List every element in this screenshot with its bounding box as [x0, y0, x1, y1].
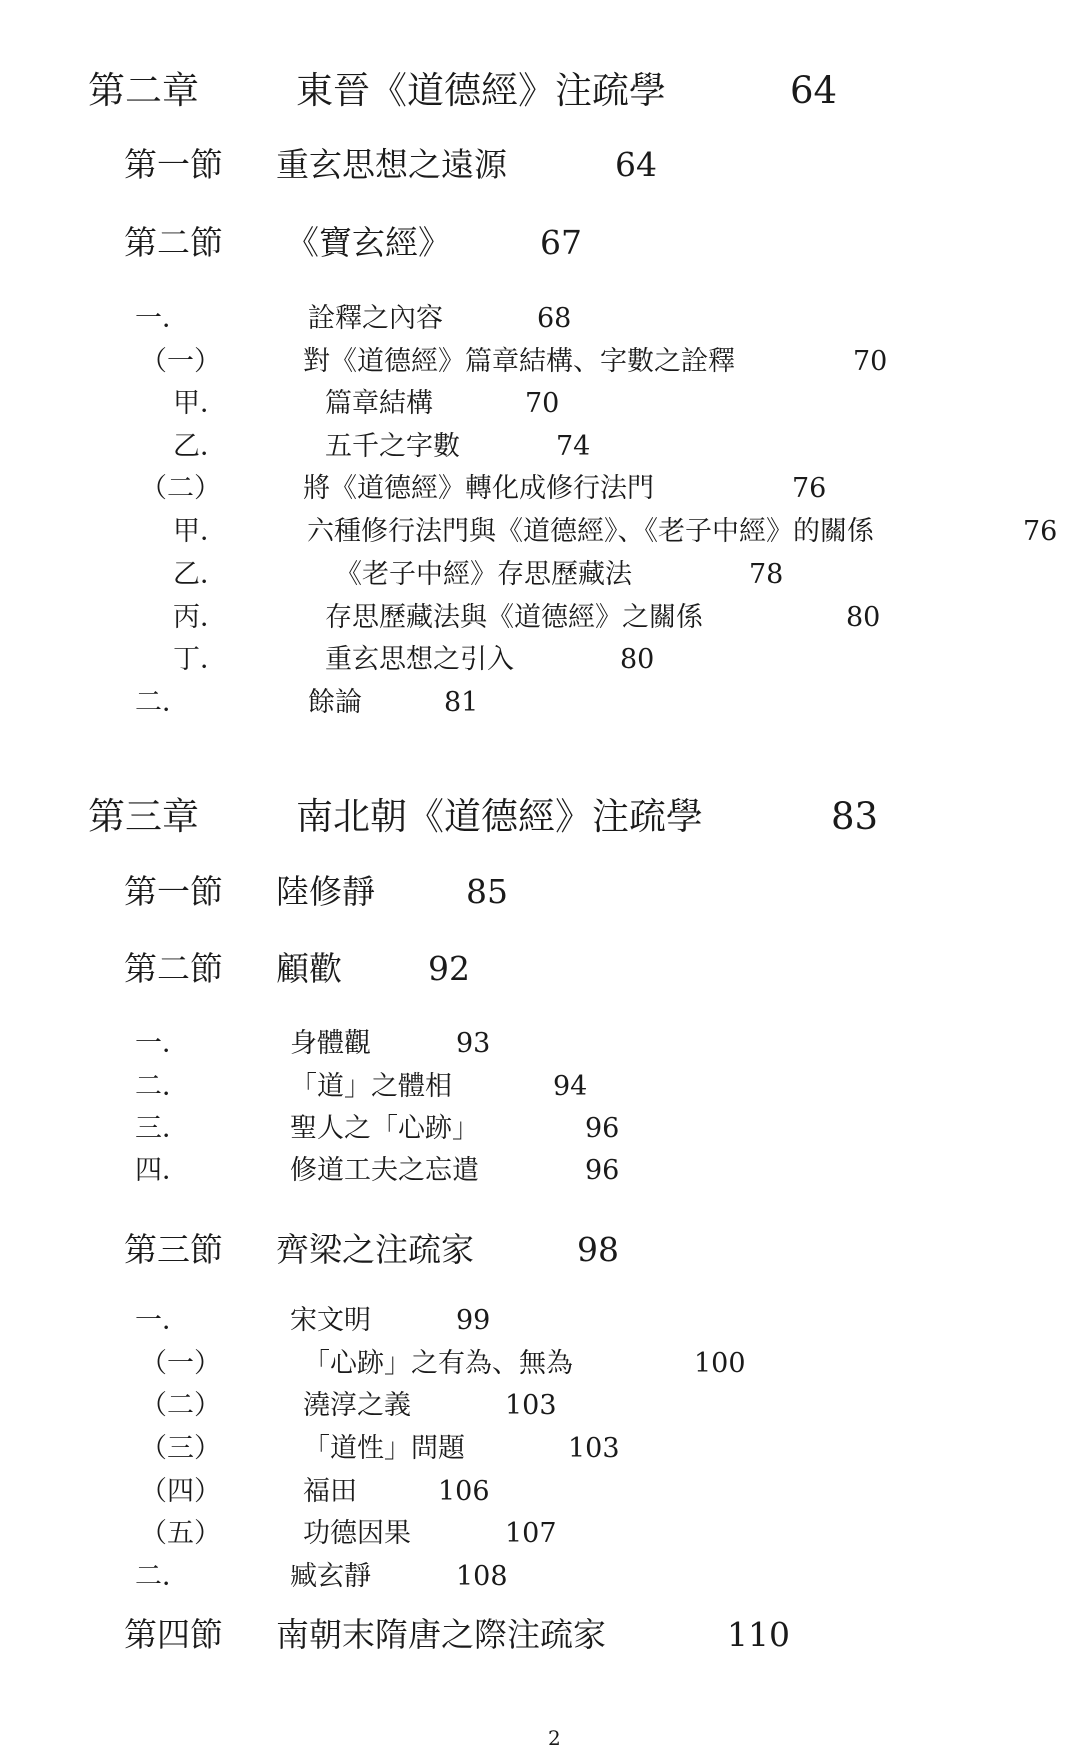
section-entry — [0, 949, 1080, 1002]
entry-page-number: 96 — [585, 1113, 620, 1144]
entry-page-number: 93 — [456, 1028, 491, 1059]
entry-title: 「心跡」之有為、無為 — [303, 1348, 573, 1379]
entry-page-number: 80 — [846, 602, 881, 633]
entry-label: （五） — [140, 1518, 221, 1549]
entry-label: 丁． — [173, 644, 227, 675]
entry-title: 澆淳之義 — [303, 1390, 411, 1421]
entry-page-number: 67 — [540, 223, 582, 262]
entry-page-number: 103 — [568, 1433, 620, 1464]
entry-page-number: 100 — [694, 1348, 746, 1379]
page-number: 2 — [548, 1726, 561, 1750]
entry-label: 一． — [135, 1028, 189, 1059]
entry-title: 六種修行法門與《道德經》、《老子中經》的關係 — [307, 516, 874, 547]
entry-title: 東晉《道德經》注疏學 — [296, 69, 666, 112]
entry-label: 二． — [135, 1561, 189, 1592]
entry-label: 甲． — [173, 516, 227, 547]
entry-label: 乙． — [173, 431, 227, 462]
entry-title: 功德因果 — [303, 1518, 411, 1549]
entry-title: 福田 — [303, 1476, 357, 1507]
entry-label: 乙． — [173, 559, 227, 590]
entry-title: 修道工夫之忘遣 — [290, 1155, 479, 1186]
entry-label: （二） — [140, 473, 221, 504]
entry-page-number: 74 — [556, 431, 591, 462]
entry-label: 第一節 — [124, 872, 223, 911]
entry-page-number: 96 — [585, 1155, 620, 1186]
section-entry — [0, 872, 1080, 925]
entry-page-number: 106 — [438, 1476, 490, 1507]
entry-title: 南朝末隋唐之際注疏家 — [276, 1615, 606, 1654]
entry-title: 《寶玄經》 — [286, 223, 451, 262]
entry-page-number: 98 — [577, 1230, 619, 1269]
section-entry — [0, 1615, 1080, 1668]
entry-title: 餘論 — [308, 687, 362, 718]
entry-page-number: 85 — [466, 872, 508, 911]
entry-page-number: 64 — [790, 69, 838, 112]
entry-title: 齊梁之注疏家 — [276, 1230, 474, 1269]
entry-page-number: 81 — [444, 687, 479, 718]
entry-page-number: 80 — [620, 644, 655, 675]
entry-label: 一． — [135, 303, 189, 334]
entry-page-number: 68 — [537, 303, 572, 334]
entry-title: 詮釋之內容 — [308, 303, 443, 334]
entry-page-number: 107 — [505, 1518, 557, 1549]
entry-page-number: 110 — [727, 1615, 790, 1654]
entry-label: 三． — [135, 1113, 189, 1144]
entry-label: 甲． — [173, 388, 227, 419]
entry-page-number: 108 — [456, 1561, 508, 1592]
section-entry — [0, 1230, 1080, 1283]
section-entry — [0, 145, 1080, 198]
section-entry — [0, 223, 1080, 276]
entry-page-number: 76 — [1023, 516, 1058, 547]
entry-title: 重玄思想之引入 — [325, 644, 514, 675]
entry-title: 顧歡 — [276, 949, 342, 988]
entry-label: 第二節 — [124, 949, 223, 988]
entry-page-number: 99 — [456, 1305, 491, 1336]
entry-label: （二） — [140, 1390, 221, 1421]
entry-title: 聖人之「心跡」 — [290, 1113, 479, 1144]
entry-title: 五千之字數 — [325, 431, 460, 462]
entry-page-number: 76 — [792, 473, 827, 504]
entry-label: 丙． — [173, 602, 227, 633]
entry-label: 第四節 — [124, 1615, 223, 1654]
entry-title: 「道」之體相 — [290, 1071, 452, 1102]
entry-label: 第二章 — [88, 69, 199, 112]
entry-title: 臧玄靜 — [290, 1561, 371, 1592]
entry-title: 將《道德經》轉化成修行法門 — [303, 473, 654, 504]
item-entry — [0, 1563, 1080, 1613]
entry-label: 第二節 — [124, 223, 223, 262]
entry-title: 身體觀 — [290, 1028, 371, 1059]
entry-title: 存思歷藏法與《道德經》之關係 — [325, 602, 703, 633]
entry-title: 篇章結構 — [325, 388, 433, 419]
entry-label: 第三章 — [88, 795, 199, 838]
entry-label: 一． — [135, 1305, 189, 1336]
entry-title: 宋文明 — [290, 1305, 371, 1336]
entry-page-number: 94 — [553, 1071, 588, 1102]
entry-page-number: 78 — [749, 559, 784, 590]
entry-page-number: 83 — [831, 795, 879, 838]
entry-page-number: 64 — [615, 145, 657, 184]
chapter-entry — [0, 69, 1080, 122]
entry-label: （四） — [140, 1476, 221, 1507]
entry-page-number: 70 — [525, 388, 560, 419]
entry-label: （三） — [140, 1433, 221, 1464]
entry-page-number: 92 — [428, 949, 470, 988]
entry-title: 對《道德經》篇章結構、字數之詮釋 — [303, 346, 735, 377]
entry-page-number: 103 — [505, 1390, 557, 1421]
entry-title: 重玄思想之遠源 — [276, 145, 507, 184]
entry-label: 二． — [135, 687, 189, 718]
item-entry — [0, 1157, 1080, 1207]
entry-label: （一） — [140, 1348, 221, 1379]
entry-label: 第一節 — [124, 145, 223, 184]
entry-title: 南北朝《道德經》注疏學 — [296, 795, 703, 838]
entry-label: （一） — [140, 346, 221, 377]
entry-label: 第三節 — [124, 1230, 223, 1269]
entry-title: 「道性」問題 — [303, 1433, 465, 1464]
entry-label: 四． — [135, 1155, 189, 1186]
entry-title: 陸修靜 — [276, 872, 375, 911]
entry-label: 二． — [135, 1071, 189, 1102]
item-entry — [0, 689, 1080, 739]
entry-title: 《老子中經》存思歷藏法 — [335, 559, 632, 590]
entry-page-number: 70 — [853, 346, 888, 377]
chapter-entry — [0, 795, 1080, 848]
